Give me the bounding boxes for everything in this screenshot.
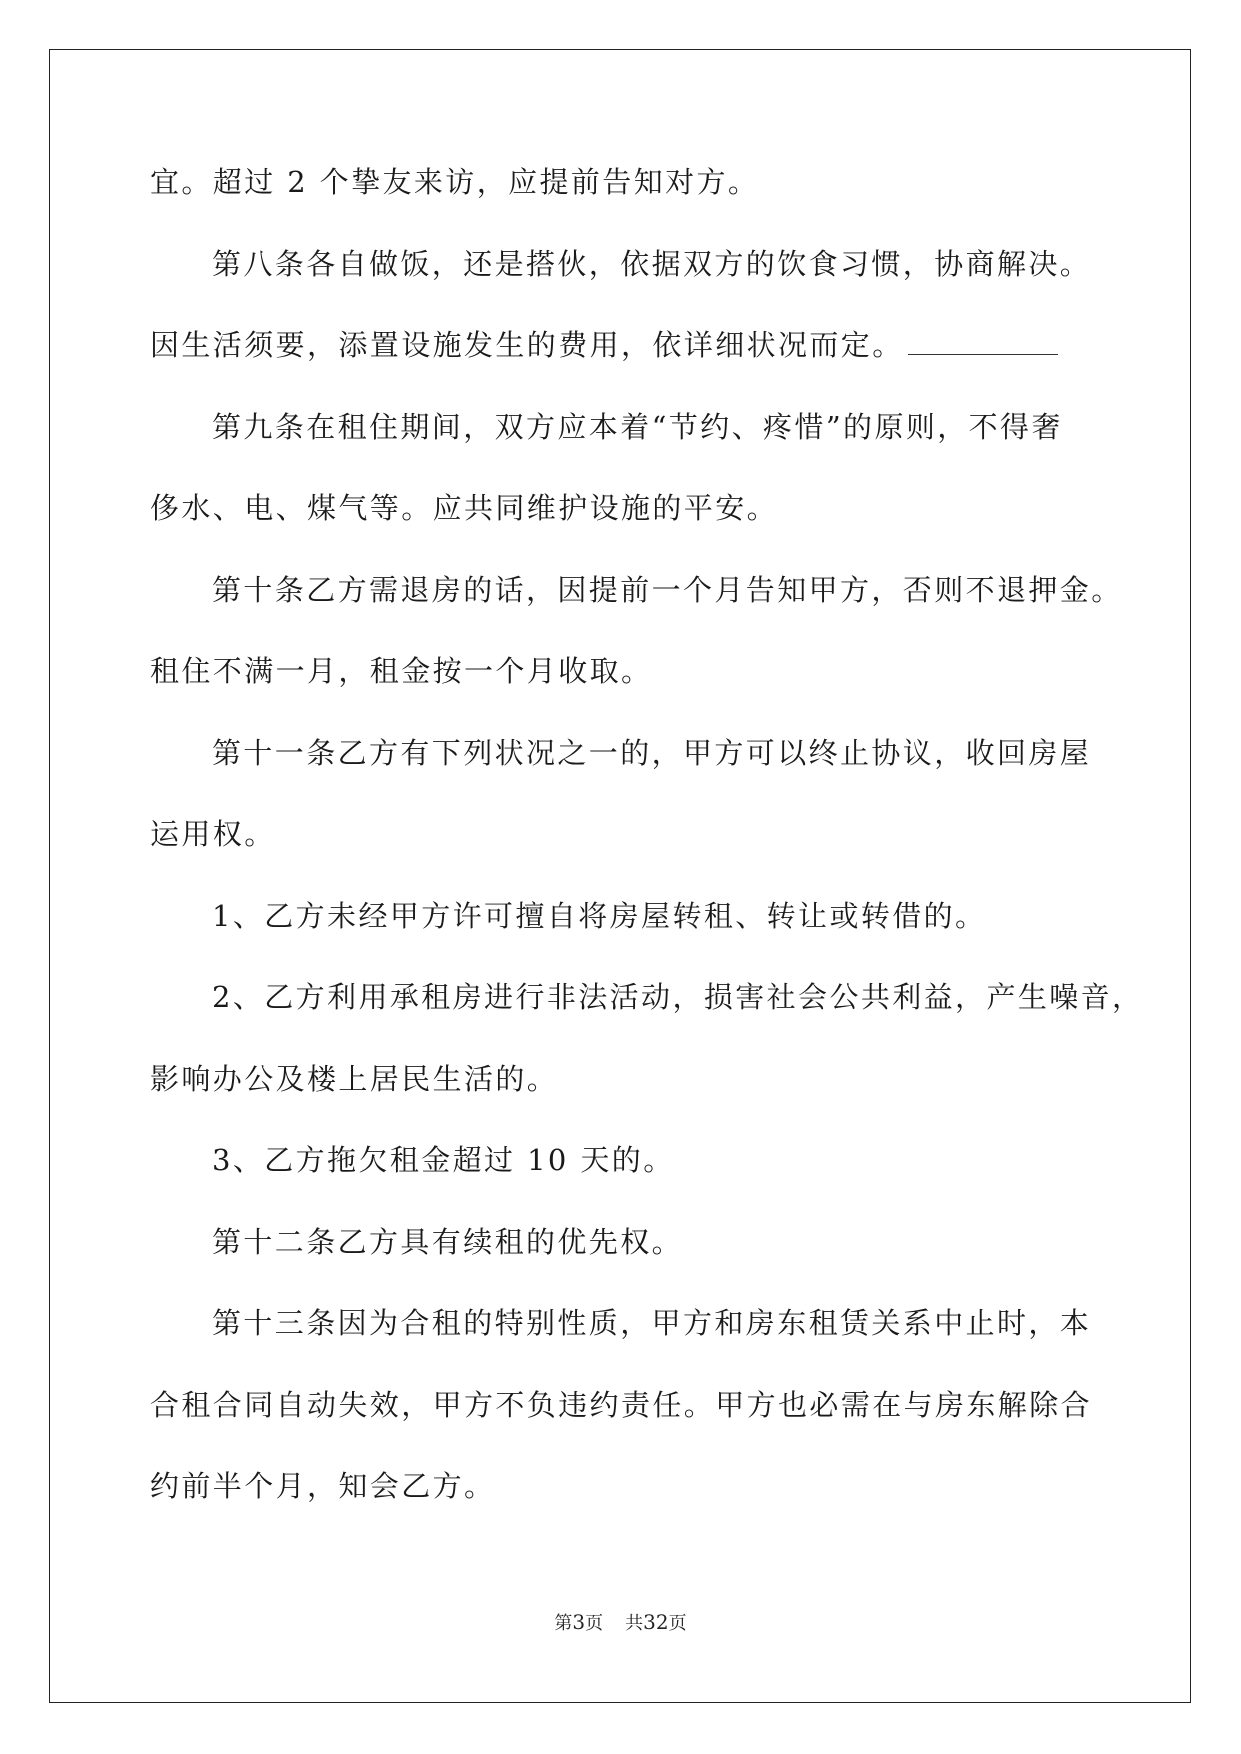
line-text: 约前半个月，知会乙方。: [150, 1469, 496, 1503]
text-line: [150, 242, 1110, 324]
line-text: 运用权。: [150, 817, 276, 851]
line-text: 1、乙方未经甲方许可擅自将房屋转租、转让或转借的。: [212, 898, 987, 933]
line-text: 第八条各自做饭，还是搭伙，依据双方的饮食习惯，协商解决。: [212, 246, 1092, 281]
text-line: [150, 1057, 1110, 1139]
line-text: 第十三条因为合租的特别性质，甲方和房东租赁关系中止时，本: [212, 1306, 1092, 1340]
line-text: 3、乙方拖欠租金超过 10 天的。: [212, 1143, 675, 1177]
line-text: 合租合同自动失效，甲方不负违约责任。甲方也必需在与房东解除合: [150, 1387, 1093, 1422]
text-line: [150, 1138, 1110, 1220]
line-text: 第九条在租住期间，双方应本着“节约、疼惜”的原则，不得奢: [212, 409, 1063, 444]
total-suffix: 页: [668, 1613, 687, 1634]
text-line: [150, 1464, 1110, 1546]
page-suffix: 页: [585, 1613, 604, 1634]
fill-in-blank: [908, 326, 1058, 355]
line-text: 宜。超过 2 个挚友来访，应提前告知对方。: [150, 165, 760, 199]
total-prefix: 共: [625, 1613, 644, 1634]
text-line: [150, 731, 1110, 813]
document-body: [150, 160, 1144, 1546]
line-text: 2、乙方利用承租房进行非法活动，损害社会公共利益，产生噪音，: [212, 980, 1144, 1014]
line-text: 影响办公及楼上居民生活的。: [150, 1061, 559, 1096]
line-text: 租住不满一月，租金按一个月收取。: [150, 654, 653, 688]
line-text: 第十条乙方需退房的话，因提前一个月告知甲方，否则不退押金。: [212, 572, 1123, 607]
page-number: 3: [572, 1610, 586, 1634]
text-line: [150, 160, 1110, 242]
text-line: [150, 649, 1110, 731]
text-line: [150, 894, 1110, 976]
page-prefix: 第: [554, 1613, 573, 1634]
page-footer: [0, 1610, 1241, 1636]
text-line: [150, 568, 1123, 650]
text-line: [150, 975, 1144, 1057]
line-text: 第十二条乙方具有续租的优先权。: [212, 1224, 684, 1259]
text-line: [150, 323, 1110, 405]
text-line: [150, 486, 1110, 568]
text-line: [150, 1383, 1110, 1465]
text-line: [150, 405, 1110, 487]
text-line: [150, 812, 1110, 894]
line-text: 侈水、电、煤气等。应共同维护设施的平安。: [150, 491, 779, 525]
line-text: 因生活须要，添置设施发生的费用，依详细状况而定。: [150, 328, 904, 362]
line-text: 第十一条乙方有下列状况之一的，甲方可以终止协议，收回房屋: [212, 735, 1092, 770]
total-pages: 32: [643, 1610, 669, 1634]
text-line: [150, 1220, 1110, 1302]
text-line: [150, 1301, 1110, 1383]
